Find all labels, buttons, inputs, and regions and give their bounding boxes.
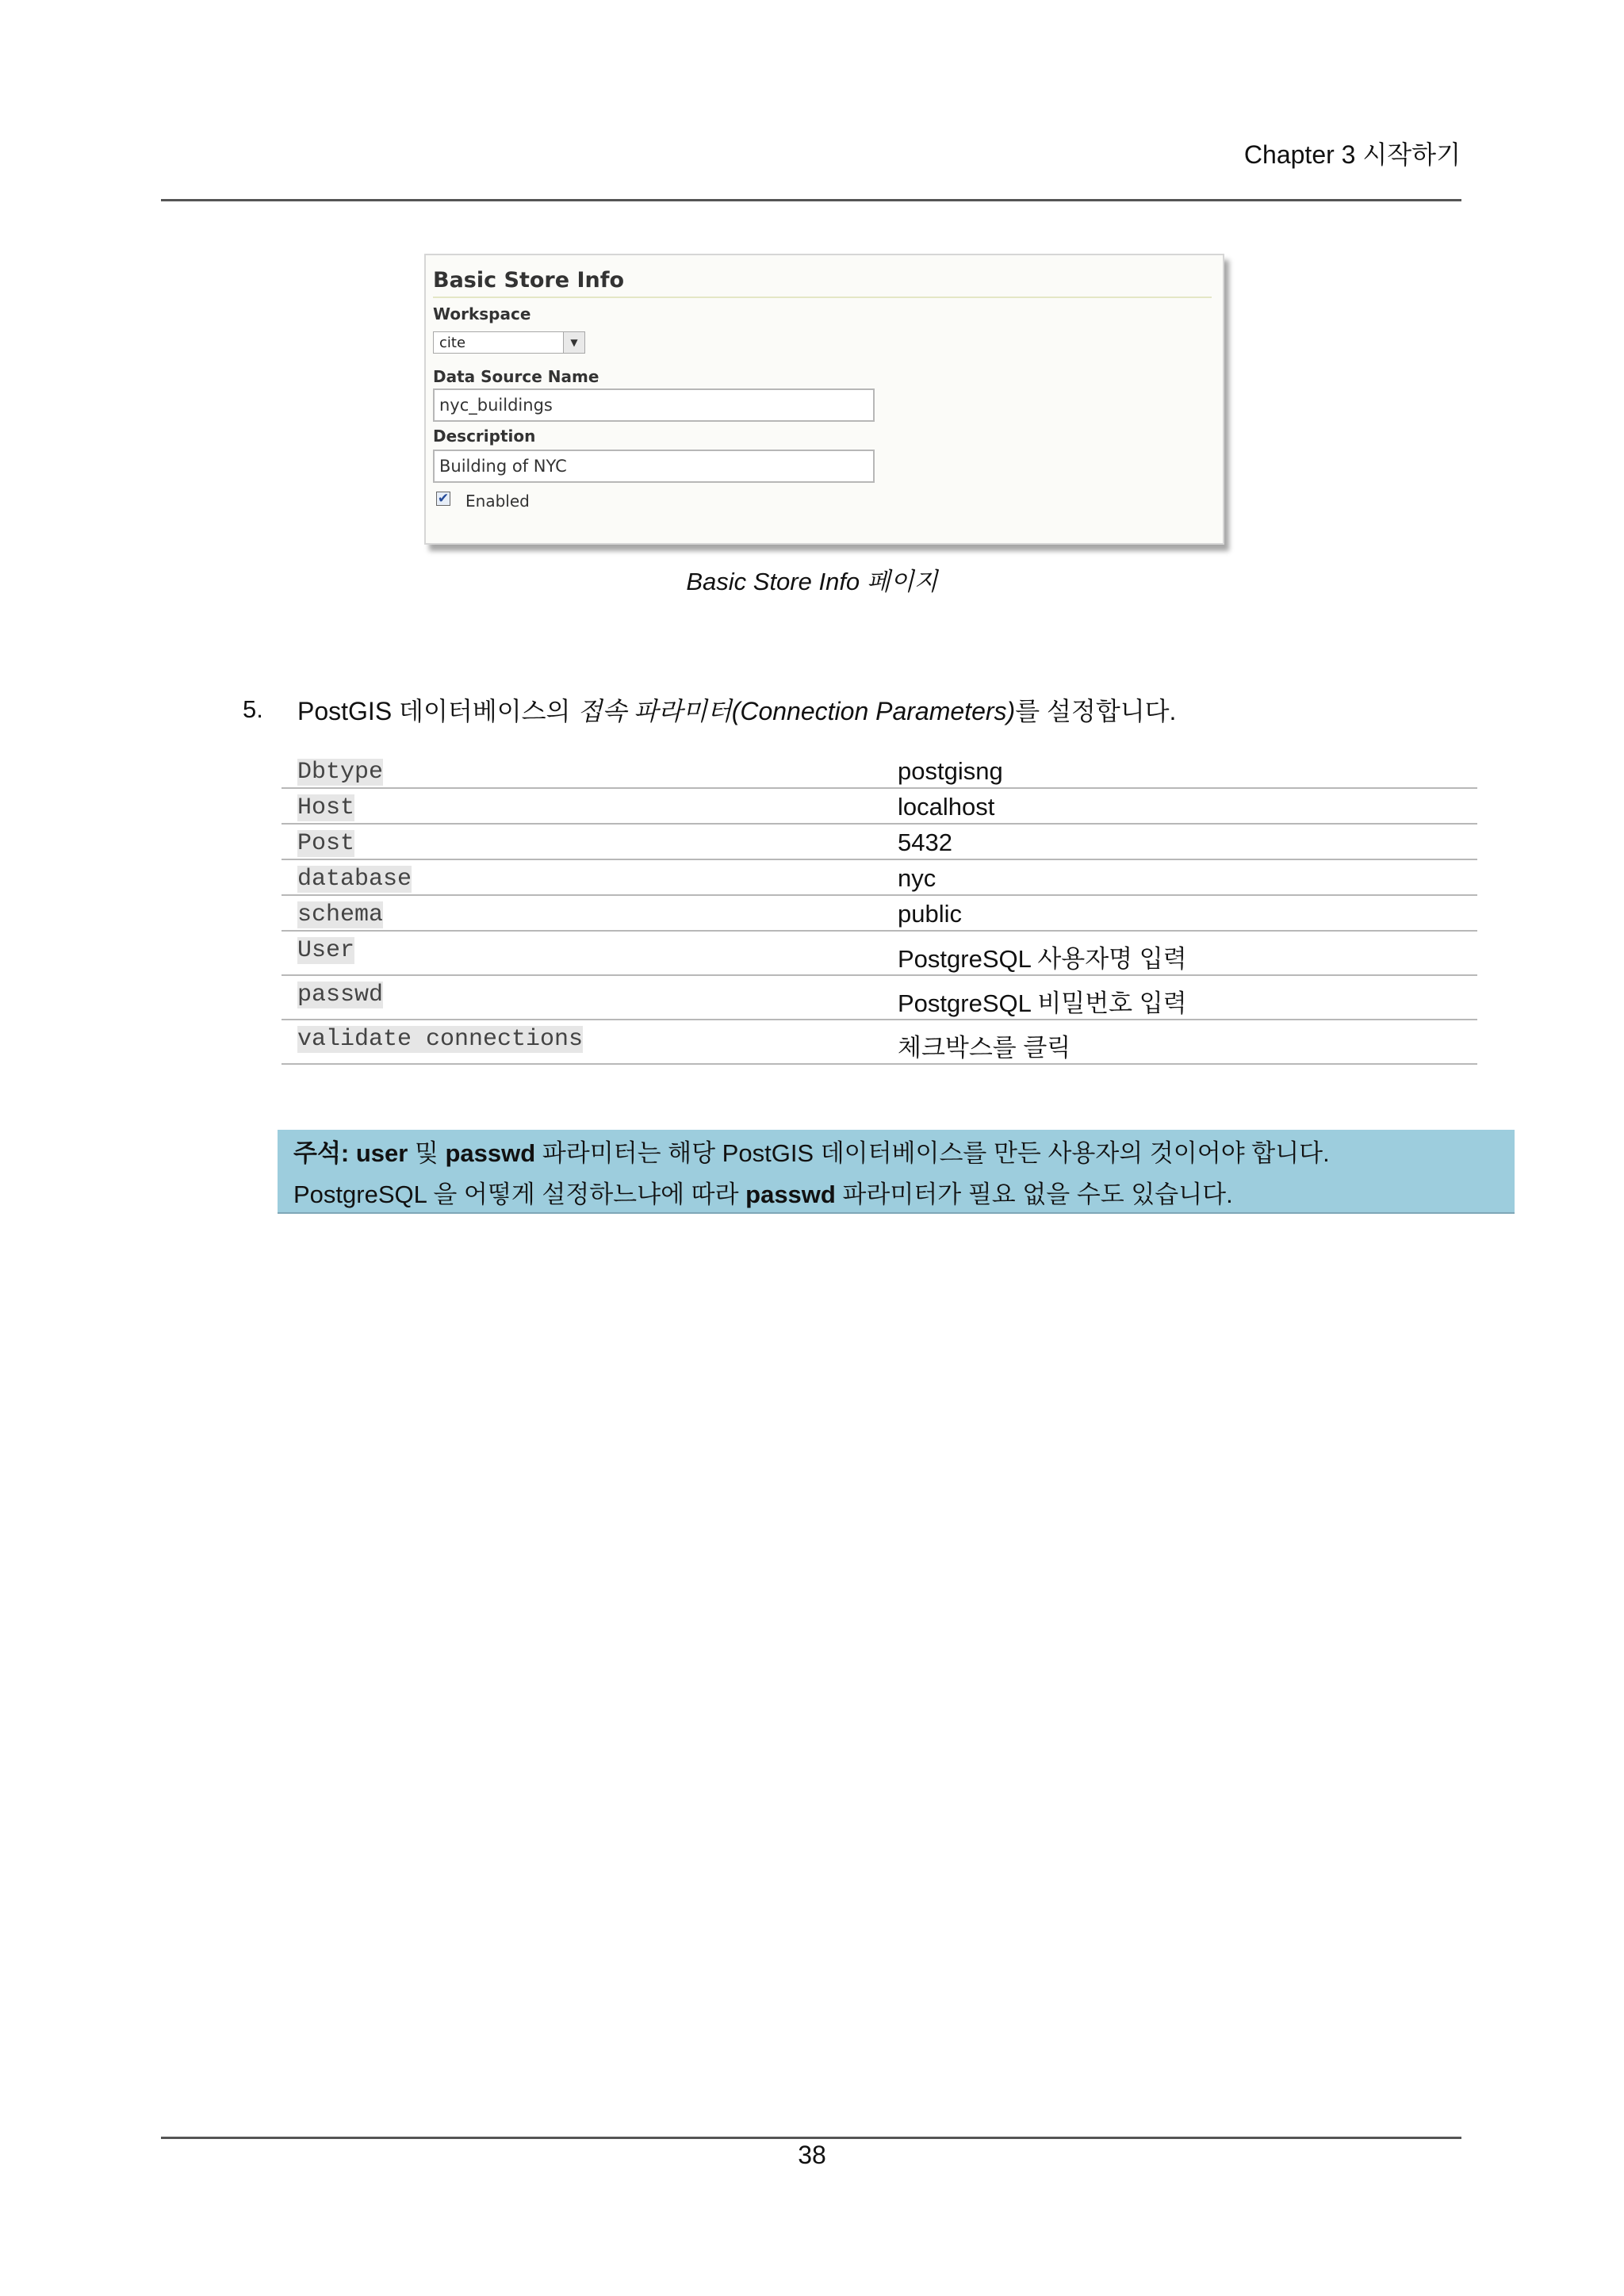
table-row	[282, 753, 1477, 788]
note-line2-rest: 파라미터가 필요 없을 수도 있습니다.	[835, 1181, 1233, 1208]
param-value: nyc	[898, 859, 1477, 895]
note-passwd-2: passwd	[745, 1181, 836, 1208]
param-value: public	[898, 895, 1477, 931]
param-value: postgisng	[898, 753, 1477, 788]
param-value: PostgreSQL 사용자명 입력	[898, 931, 1477, 975]
step-lead: PostGIS 데이터베이스의	[297, 697, 578, 725]
table-row	[282, 1020, 1477, 1064]
basic-store-info-screenshot	[424, 254, 1224, 545]
workspace-select[interactable]	[433, 331, 585, 354]
param-key: Post	[297, 830, 355, 857]
step-tail: 를 설정합니다.	[1015, 697, 1177, 725]
store-info-title: Basic Store Info	[433, 268, 625, 293]
param-value: PostgreSQL 비밀번호 입력	[898, 975, 1477, 1020]
step-emphasis: 접속 파라미터(Connection Parameters)	[577, 697, 1016, 725]
table-row	[282, 788, 1477, 824]
note-line-2	[293, 1174, 1497, 1215]
table-row	[282, 859, 1477, 895]
param-key: schema	[297, 901, 384, 928]
workspace-label: Workspace	[433, 304, 531, 323]
table-row	[282, 975, 1477, 1020]
param-key: passwd	[297, 982, 384, 1008]
description-label: Description	[433, 427, 536, 446]
param-key: User	[297, 937, 355, 964]
step-number: 5.	[243, 695, 263, 723]
figure-caption: Basic Store Info 페이지	[686, 568, 938, 595]
note-and: 및	[408, 1139, 446, 1167]
header-divider	[161, 199, 1461, 201]
note-box	[278, 1130, 1515, 1214]
enabled-checkbox[interactable]	[436, 492, 450, 506]
connection-parameters-table	[282, 753, 1477, 1065]
param-key: Dbtype	[297, 759, 384, 786]
description-input[interactable]: Building of NYC	[433, 450, 875, 483]
param-value: 5432	[898, 824, 1477, 859]
page-number: 38	[798, 2141, 826, 2169]
param-value: 체크박스를 클릭	[898, 1020, 1477, 1064]
chapter-header: Chapter 3 시작하기	[1243, 140, 1461, 169]
step-instruction	[297, 691, 1176, 728]
param-key: Host	[297, 794, 355, 821]
enabled-label: Enabled	[465, 492, 530, 511]
note-line1-rest: 파라미터는 해당 PostGIS 데이터베이스를 만든 사용자의 것이어야 합니다.	[535, 1139, 1330, 1167]
note-user: user	[355, 1139, 408, 1167]
note-line-1	[293, 1133, 1497, 1174]
table-row	[282, 824, 1477, 859]
data-source-name-input[interactable]: nyc_buildings	[433, 388, 875, 422]
checkmark-icon: ✔	[437, 491, 450, 507]
note-label: 주석:	[293, 1139, 350, 1167]
table-row	[282, 895, 1477, 931]
workspace-select-value: cite	[439, 335, 466, 351]
chevron-down-icon[interactable]: ▼	[563, 332, 584, 353]
param-key: database	[297, 866, 412, 893]
param-value: localhost	[898, 788, 1477, 824]
param-key: validate connections	[297, 1026, 584, 1053]
footer-divider	[161, 2137, 1461, 2139]
table-row	[282, 931, 1477, 975]
note-line2-start: PostgreSQL 을 어떻게 설정하느냐에 따라	[293, 1181, 746, 1208]
data-source-name-label: Data Source Name	[433, 367, 599, 386]
store-info-title-divider	[433, 297, 1212, 298]
note-passwd: passwd	[445, 1139, 536, 1167]
